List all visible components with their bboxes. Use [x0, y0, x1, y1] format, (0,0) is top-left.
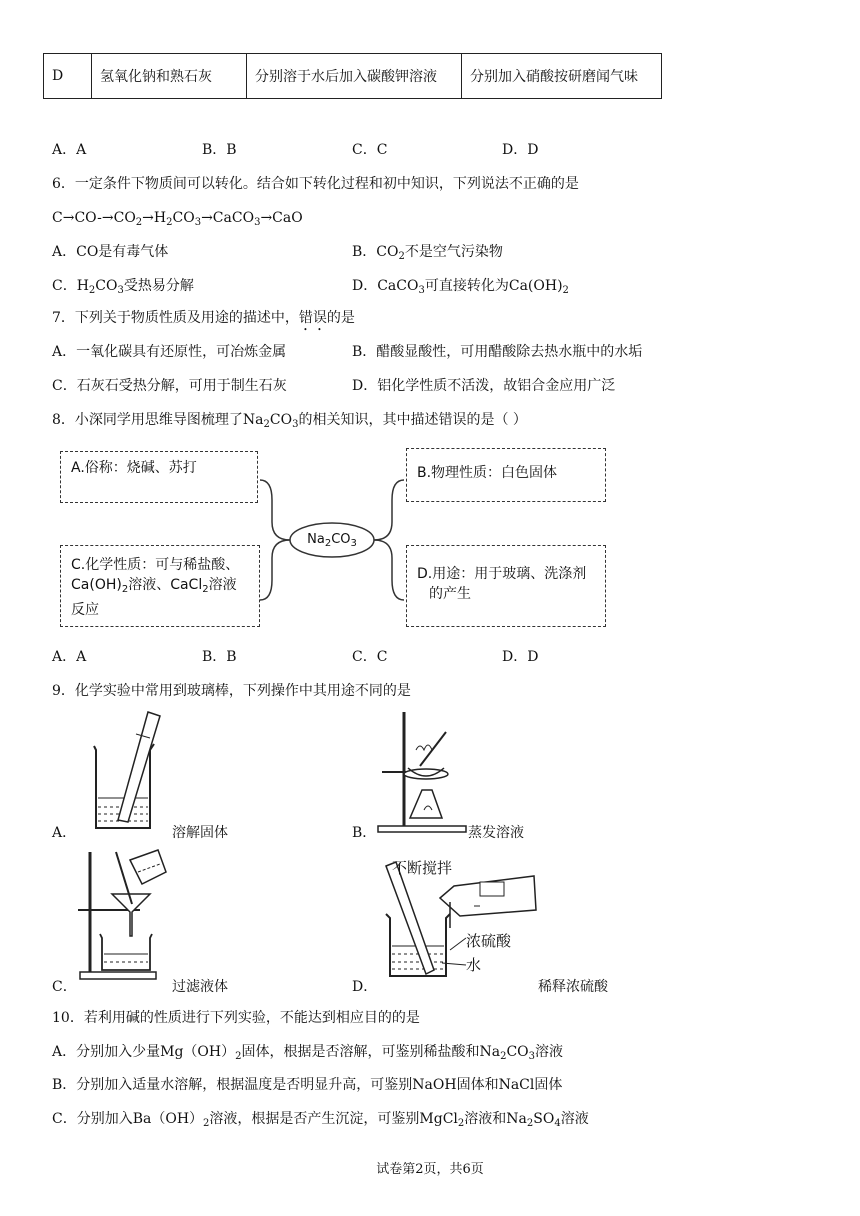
- question-stem: 6．一定条件下物质间可以转化。结合如下转化过程和初中知识，下列说法不正确的是: [52, 176, 579, 192]
- option-a-letter: A．: [52, 825, 77, 841]
- table-cell: D: [44, 54, 92, 99]
- option-c-caption: 过滤液体: [172, 979, 228, 995]
- option-c: C．分别加入$Ba(OH)_2$溶液，根据是否产生沉淀，可鉴别MgCl$_2$溶液和$Na_2SO_4$溶液: [52, 1111, 589, 1129]
- option-d-letter: D．: [352, 979, 378, 995]
- label-stir: 不断搅拌: [392, 859, 453, 877]
- option-a: A．A: [52, 142, 87, 158]
- label-water: 水: [466, 956, 482, 974]
- option-b: B．醋酸显酸性，可用醋酸除去热水瓶中的水垢: [352, 344, 643, 360]
- option-b-caption: 蒸发溶液: [468, 825, 524, 841]
- option-c: C．$H_2CO_3$受热易分解: [52, 278, 194, 296]
- mindmap-box-c: C.化学性质：可与稀盐酸、 $Ca(OH)_2$溶液、CaCl$_2$溶液 反应: [60, 545, 260, 627]
- option-b: B．B: [202, 649, 237, 665]
- option-b-letter: B．: [352, 825, 377, 841]
- option-c: C．C: [352, 142, 388, 158]
- table-cell: 分别溶于水后加入碳酸钾溶液: [247, 54, 462, 99]
- question-stem: 10．若利用碱的性质进行下列实验，不能达到相应目的的是: [52, 1010, 420, 1026]
- table-cell: 氢氧化钠和熟石灰: [92, 54, 247, 99]
- mindmap-box-a: A.俗称：烧碱、苏打: [60, 451, 258, 503]
- option-b: B．分别加入适量水溶解，根据温度是否明显升高，可鉴别NaOH固体和NaCl固体: [52, 1077, 563, 1093]
- option-b: B．$CO_2$不是空气污染物: [352, 244, 503, 262]
- question-stem: 8．小深同学用思维导图梳理了$Na_2CO_3$的相关知识，其中描述错误的是（ ）: [52, 412, 527, 430]
- table-row: [44, 54, 662, 99]
- option-d: D．D: [502, 142, 539, 158]
- option-d: D．铝化学性质不活泼，故铝合金应用广泛: [352, 378, 616, 394]
- mindmap-center-label: $Na_2CO_3$: [307, 532, 357, 549]
- mindmap-box-b: B.物理性质：白色固体: [406, 448, 606, 502]
- table-cell: 分别加入硝酸按研磨闻气味: [462, 54, 662, 99]
- option-b: B．B: [202, 142, 237, 158]
- beaker-stirring-illustration: [88, 710, 168, 835]
- option-c: C．C: [352, 649, 388, 665]
- question-stem: 9．化学实验中常用到玻璃棒，下列操作中其用途不同的是: [52, 683, 411, 699]
- option-a: A．CO是有毒气体: [52, 244, 169, 260]
- filtration-apparatus-illustration: [74, 846, 174, 982]
- conversion-chain: $C\to CO-\to CO_2\to H_2CO_3\to CaCO_3\to CaO$: [52, 210, 303, 228]
- option-c-letter: C．: [52, 979, 77, 995]
- option-a: A．分别加入少量$Mg(OH)_2$固体，根据是否溶解，可鉴别稀盐酸和$Na_2CO_3$溶液: [52, 1044, 564, 1062]
- evaporation-apparatus-illustration: [376, 710, 471, 835]
- option-d: D．D: [502, 649, 539, 665]
- question-stem: 7．下列关于物质性质及用途的描述中，错误的是: [52, 310, 355, 326]
- option-a: A．一氧化碳具有还原性，可冶炼金属: [52, 344, 287, 360]
- option-a: A．A: [52, 649, 87, 665]
- option-d: D．CaCO$_3$可直接转化为$Ca(OH)_2$: [352, 278, 569, 296]
- mindmap-box-d: D.用途：用于玻璃、洗涤剂 的产生: [406, 545, 606, 627]
- answer-table: [43, 53, 662, 99]
- option-c: C．石灰石受热分解，可用于制生石灰: [52, 378, 287, 394]
- label-acid: 浓硫酸: [466, 932, 512, 950]
- page-footer: 试卷第2页，共6页: [376, 1162, 484, 1177]
- option-a-caption: 溶解固体: [172, 825, 228, 841]
- option-d-caption: 稀释浓硫酸: [538, 979, 608, 995]
